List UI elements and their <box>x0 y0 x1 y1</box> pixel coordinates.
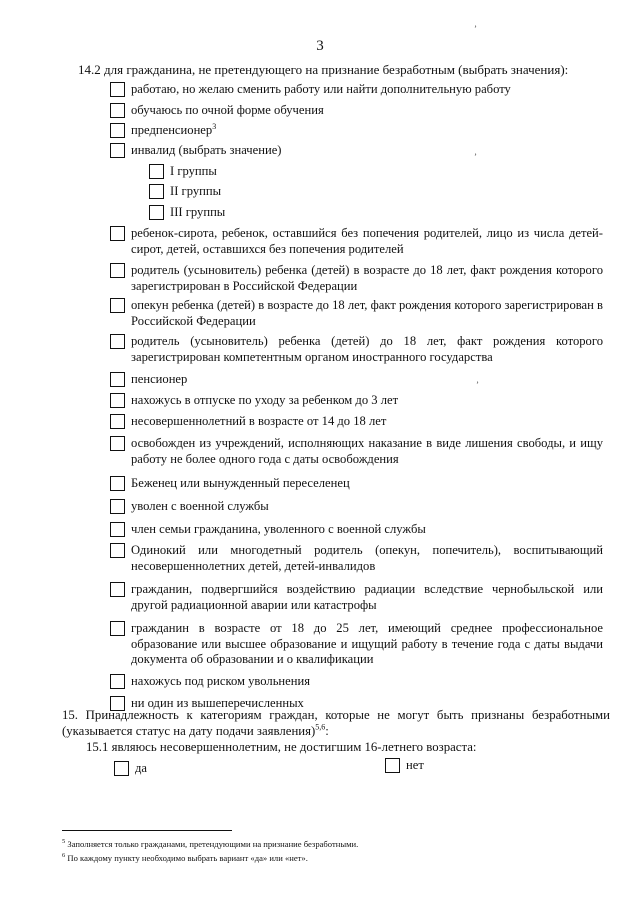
option-orphan[interactable] <box>110 226 603 257</box>
checkbox[interactable] <box>110 476 125 491</box>
option-parent-rf[interactable] <box>110 263 603 294</box>
option-parental-leave[interactable] <box>110 393 603 409</box>
option-label: опекун ребенка (детей) в возрасте до 18 лет, факт рождения которого зарегистрирован в Российской Федерации <box>131 298 603 328</box>
option-pre-retiree[interactable] <box>110 123 610 139</box>
option-label: I группы <box>170 164 217 178</box>
footnote-number: 6 <box>62 852 66 859</box>
option-label: Беженец или вынужденный переселенец <box>131 476 350 490</box>
checkbox[interactable] <box>110 226 125 241</box>
checkbox[interactable] <box>110 298 125 313</box>
option-label: нахожусь под риском увольнения <box>131 674 311 688</box>
option-label: Одинокий или многодетный родитель (опекун, попечитель), воспитывающий несовершеннолетних детей, детей-инвалидов <box>131 543 603 573</box>
checkbox[interactable] <box>110 393 125 408</box>
page-number: 3 <box>316 38 324 54</box>
option-guardian-rf[interactable] <box>110 298 603 329</box>
option-label: освобожден из учреждений, исполняющих наказание в виде лишения свободы, и ищу работу не более одного года с даты освобождения <box>131 436 603 466</box>
option-parent-foreign[interactable] <box>110 334 603 365</box>
section-15-title-colon: : <box>325 723 329 738</box>
option-disabled[interactable] <box>110 143 610 159</box>
checkbox[interactable] <box>110 543 125 558</box>
option-label: II группы <box>170 184 222 198</box>
footnote-ref: 5,6 <box>315 722 326 732</box>
option-military-discharged[interactable] <box>110 499 603 515</box>
section-15-title <box>62 708 610 739</box>
section-15-title-text: 15. Принадлежность к категориям граждан, которые не могут быть признаны безработными (указывается статус на дату подачи заявления) <box>62 708 610 738</box>
option-military-family[interactable] <box>110 522 603 538</box>
option-layoff-risk[interactable] <box>110 674 603 690</box>
option-label: нахожусь в отпуске по уходу за ребенком до 3 лет <box>131 393 399 407</box>
footnote-number: 5 <box>62 838 66 845</box>
option-yes[interactable] <box>114 761 234 777</box>
checkbox[interactable] <box>149 205 164 220</box>
option-label: гражданин в возрасте от 18 до 25 лет, имеющий среднее профессиональное образование или высшее образование и ищущий работу в течение года с даты выдачи документа об образовании и о квалификации <box>131 621 603 666</box>
option-label: ребенок-сирота, ребенок, оставшийся без попечения родителей, лицо из числа детей-сирот, детей, оставшихся без попечения родителей <box>131 226 603 256</box>
option-label: родитель (усыновитель) ребенка (детей) в возрасте до 18 лет, факт рождения которого зарегистрирован в Российской Федерации <box>131 263 603 293</box>
checkbox[interactable] <box>110 263 125 278</box>
checkbox[interactable] <box>385 758 400 773</box>
footnote-6 <box>62 852 308 863</box>
option-label-text: предпенсионер <box>131 123 213 137</box>
checkbox[interactable] <box>149 184 164 199</box>
scan-mark: ʼ <box>474 152 477 162</box>
option-label: ни один из вышеперечисленных <box>131 696 304 710</box>
checkbox[interactable] <box>110 499 125 514</box>
checkbox[interactable] <box>110 372 125 387</box>
footnote-text: По каждому пункту необходимо выбрать вариант «да» или «нет». <box>67 852 308 863</box>
option-full-time-study[interactable] <box>110 103 610 119</box>
checkbox[interactable] <box>110 436 125 451</box>
option-disability-group-2[interactable] <box>149 184 349 200</box>
option-work-change[interactable] <box>110 82 610 98</box>
option-label <box>131 123 216 139</box>
option-single-parent[interactable] <box>110 543 603 574</box>
option-released-prison[interactable] <box>110 436 603 467</box>
checkbox[interactable] <box>110 522 125 537</box>
option-pensioner[interactable] <box>110 372 603 388</box>
option-label: родитель (усыновитель) ребенка (детей) до 18 лет, факт рождения которого зарегистрирован компетентным органом иностранного государства <box>131 334 603 364</box>
footnote-text: Заполняется только гражданами, претендующими на признание безработными. <box>67 838 359 849</box>
option-disability-group-3[interactable] <box>149 205 349 221</box>
footnote-ref: 3 <box>212 121 217 131</box>
scan-mark: ʼ <box>476 380 479 390</box>
option-label: III группы <box>170 205 226 219</box>
option-radiation[interactable] <box>110 582 603 613</box>
option-label: нет <box>406 758 424 772</box>
footnote-divider <box>62 830 232 831</box>
option-disability-group-1[interactable] <box>149 164 349 180</box>
checkbox[interactable] <box>149 164 164 179</box>
option-label: уволен с военной службы <box>131 499 269 513</box>
option-young-graduate[interactable] <box>110 621 603 668</box>
option-label: член семьи гражданина, уволенного с военной службы <box>131 522 426 536</box>
checkbox[interactable] <box>110 143 125 158</box>
option-label: обучаюсь по очной форме обучения <box>131 103 324 117</box>
option-label: пенсионер <box>131 372 188 386</box>
checkbox[interactable] <box>114 761 129 776</box>
checkbox[interactable] <box>110 103 125 118</box>
footnote-5 <box>62 838 358 849</box>
checkbox[interactable] <box>110 334 125 349</box>
section-14-2-title: 14.2 для гражданина, не претендующего на признание безработным (выбрать значения): <box>78 62 569 77</box>
option-label: работаю, но желаю сменить работу или найти дополнительную работу <box>131 82 511 96</box>
option-label: несовершеннолетний в возрасте от 14 до 18 лет <box>131 414 387 428</box>
checkbox[interactable] <box>110 674 125 689</box>
option-minor-14-18[interactable] <box>110 414 603 430</box>
option-label: да <box>135 761 147 775</box>
option-no[interactable] <box>385 758 505 774</box>
section-15-1-question: 15.1 являюсь несовершеннолетним, не достигшим 16-летнего возраста: <box>86 740 477 754</box>
checkbox[interactable] <box>110 621 125 636</box>
scan-mark: ʼ <box>474 24 477 34</box>
checkbox[interactable] <box>110 123 125 138</box>
option-label: инвалид (выбрать значение) <box>131 143 282 157</box>
option-label: гражданин, подвергшийся воздействию радиации вследствие чернобыльской или другой радиационной аварии или катастрофы <box>131 582 603 612</box>
checkbox[interactable] <box>110 582 125 597</box>
option-refugee[interactable] <box>110 476 603 492</box>
checkbox[interactable] <box>110 414 125 429</box>
checkbox[interactable] <box>110 82 125 97</box>
